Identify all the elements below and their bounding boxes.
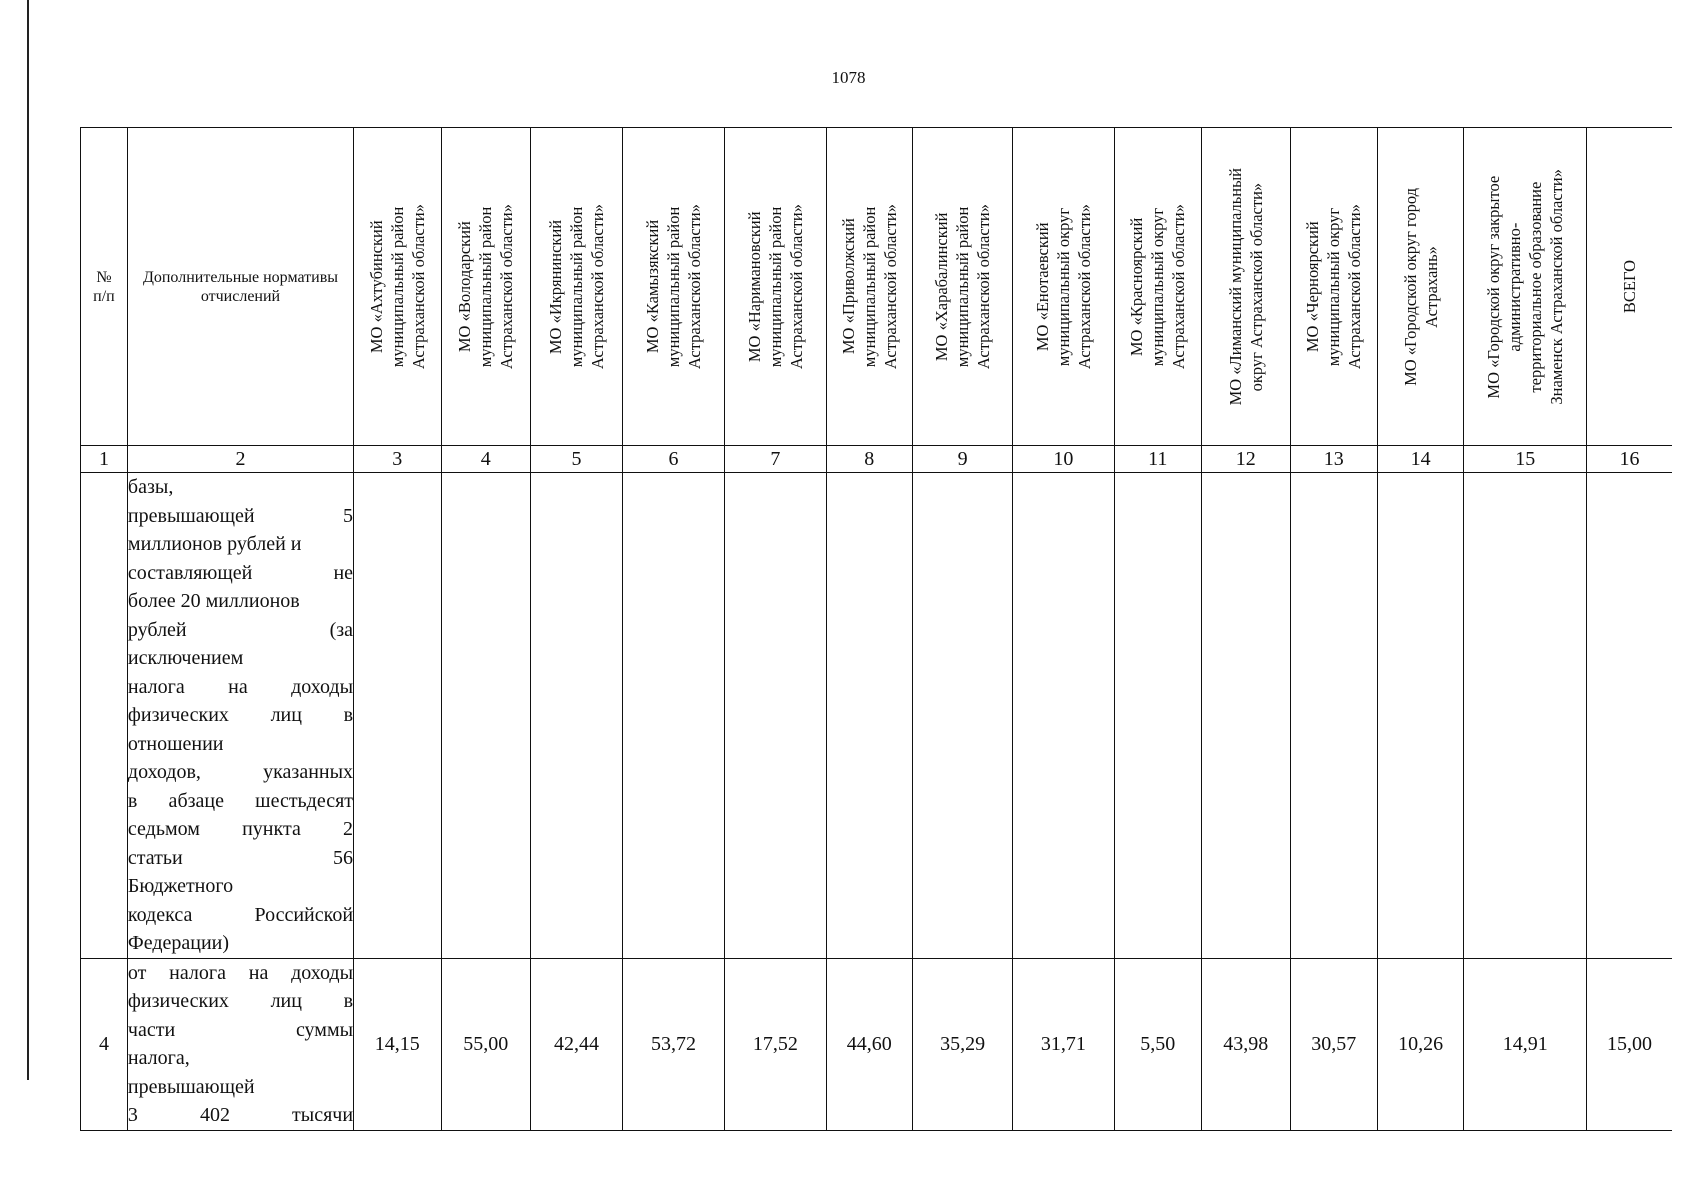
column-number: 4 bbox=[441, 446, 531, 473]
value-cell: 14,91 bbox=[1464, 958, 1587, 1130]
header-num: № п/п bbox=[81, 128, 128, 446]
header-col-13: МО «Черноярский муниципальный округ Астраханской области» bbox=[1290, 128, 1377, 446]
value-cell: 17,52 bbox=[725, 958, 826, 1130]
row-number-empty bbox=[81, 473, 128, 959]
empty-cell bbox=[441, 473, 531, 959]
column-number: 6 bbox=[622, 446, 724, 473]
column-number: 3 bbox=[354, 446, 441, 473]
value-cell: 10,26 bbox=[1377, 958, 1463, 1130]
empty-cell bbox=[725, 473, 826, 959]
header-col-9: МО «Харабалинский муниципальный район Астраханской области» bbox=[912, 128, 1012, 446]
empty-cell bbox=[912, 473, 1012, 959]
table-row-4 bbox=[81, 958, 1673, 1130]
header-col-14: МО «Городской округ город Астрахань» bbox=[1377, 128, 1463, 446]
empty-cell bbox=[531, 473, 623, 959]
header-col-10: МО «Енотаевский муниципальный округ Астраханской области» bbox=[1013, 128, 1114, 446]
table-header-row bbox=[81, 128, 1673, 446]
column-number: 13 bbox=[1290, 446, 1377, 473]
value-cell: 53,72 bbox=[622, 958, 724, 1130]
column-number: 9 bbox=[912, 446, 1012, 473]
page-number: 1078 bbox=[831, 68, 866, 87]
empty-cell bbox=[1114, 473, 1201, 959]
value-cell: 5,50 bbox=[1114, 958, 1201, 1130]
row-description: от налога на доходы физических лиц в части суммы налога, превышающей 3 402 тысячи bbox=[127, 958, 353, 1130]
left-margin-line bbox=[27, 0, 29, 1200]
value-cell: 30,57 bbox=[1290, 958, 1377, 1130]
column-number: 1 bbox=[81, 446, 128, 473]
value-cell: 31,71 bbox=[1013, 958, 1114, 1130]
empty-cell bbox=[1201, 473, 1290, 959]
column-number: 8 bbox=[826, 446, 912, 473]
column-number: 10 bbox=[1013, 446, 1114, 473]
header-col-5: МО «Икрянинский муниципальный район Астраханской области» bbox=[531, 128, 623, 446]
header-col-11: МО «Красноярский муниципальный округ Астраханской области» bbox=[1114, 128, 1201, 446]
value-cell: 42,44 bbox=[531, 958, 623, 1130]
empty-cell bbox=[826, 473, 912, 959]
header-col-16: ВСЕГО bbox=[1587, 128, 1672, 446]
empty-cell bbox=[1377, 473, 1463, 959]
empty-cell bbox=[622, 473, 724, 959]
empty-cell bbox=[1464, 473, 1587, 959]
value-cell: 44,60 bbox=[826, 958, 912, 1130]
value-cell: 14,15 bbox=[354, 958, 441, 1130]
value-cell-total: 15,00 bbox=[1587, 958, 1672, 1130]
empty-cell bbox=[354, 473, 441, 959]
header-col-6: МО «Камызякский муниципальный район Астраханской области» bbox=[622, 128, 724, 446]
column-number: 16 bbox=[1587, 446, 1672, 473]
value-cell: 35,29 bbox=[912, 958, 1012, 1130]
continuation-row bbox=[81, 473, 1673, 959]
header-col-4: МО «Володарский муниципальный район Астраханской области» bbox=[441, 128, 531, 446]
empty-cell bbox=[1587, 473, 1672, 959]
allocation-norms-table bbox=[80, 127, 1672, 1131]
header-col-12: МО «Лиманский муниципальный округ Астраханской области» bbox=[1201, 128, 1290, 446]
header-col-15: МО «Городской округ закрытое административно- территориальное образование Знаменск Астраханской области» bbox=[1464, 128, 1587, 446]
header-col-8: МО «Приволжский муниципальный район Астраханской области» bbox=[826, 128, 912, 446]
column-number: 15 bbox=[1464, 446, 1587, 473]
column-number: 5 bbox=[531, 446, 623, 473]
header-col-7: МО «Наримановский муниципальный район Астраханской области» bbox=[725, 128, 826, 446]
row-number: 4 bbox=[81, 958, 128, 1130]
empty-cell bbox=[1013, 473, 1114, 959]
continuation-description: базы, превышающей 5 миллионов рублей и составляющей не более 20 миллионов рублей (за исключением налога на доходы физических лиц в отношении доходов, указанных в абзаце шестьдесят седьмом пункта 2 статьи 56 Бюджетного кодекса Российской Федерации) bbox=[127, 473, 353, 959]
empty-cell bbox=[1290, 473, 1377, 959]
value-cell: 55,00 bbox=[441, 958, 531, 1130]
value-cell: 43,98 bbox=[1201, 958, 1290, 1130]
column-number: 7 bbox=[725, 446, 826, 473]
column-number: 2 bbox=[127, 446, 353, 473]
column-numbers-row bbox=[81, 446, 1673, 473]
column-number: 11 bbox=[1114, 446, 1201, 473]
column-number: 14 bbox=[1377, 446, 1463, 473]
header-description: Дополнительные нормативы отчислений bbox=[127, 128, 353, 446]
header-col-3: МО «Ахтубинский муниципальный район Астраханской области» bbox=[354, 128, 441, 446]
column-number: 12 bbox=[1201, 446, 1290, 473]
